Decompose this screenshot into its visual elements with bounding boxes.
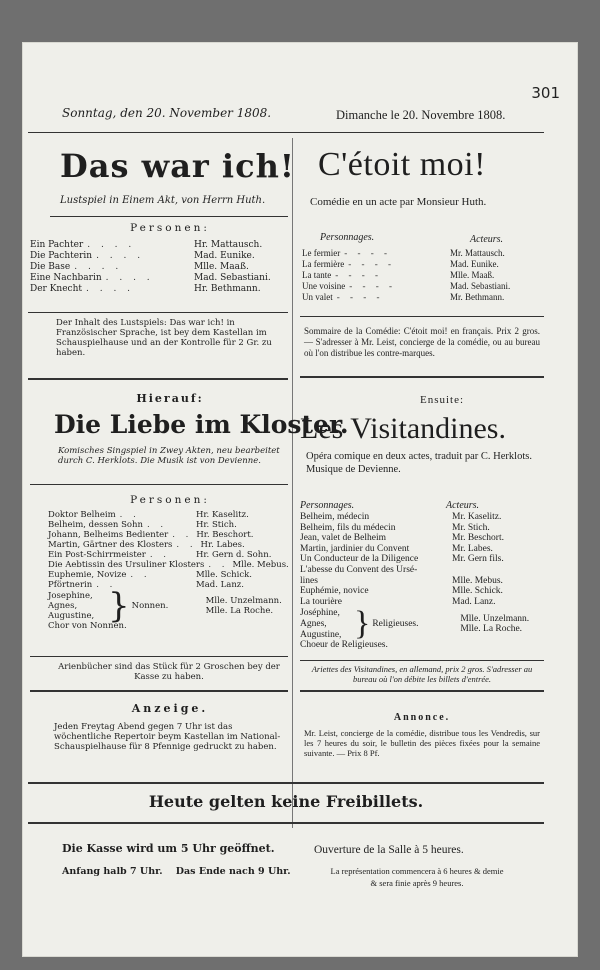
leader-dots: - - - - <box>348 259 395 269</box>
date-french: Dimanche le 20. Novembre 1808. <box>336 108 506 122</box>
role-name: Johann, Belheims Bedienter <box>48 530 169 540</box>
nun-actor: Mlle. La Roche. <box>460 624 523 635</box>
role-name: Belheim, fils du médecin <box>300 522 396 533</box>
actor-name: Mlle. Maaß. <box>194 262 249 272</box>
fin-french: & sera finie après 9 heures. <box>370 878 464 888</box>
personnages-heading-2: Personnages. <box>300 500 355 511</box>
anzeige-text-german: Jeden Freytag Abend gegen 7 Uhr ist das wöchentliche Repertoir beym Kastellan im National-Schauspielhause für 8 Pfennige gedruckt zu haben. <box>54 722 281 752</box>
cast-row <box>302 248 538 259</box>
leader-dots: . . . . <box>87 240 136 250</box>
personnages-heading: Personnages. <box>320 232 375 243</box>
role-name: La tante <box>302 270 332 280</box>
nun-role: Joséphine, <box>300 608 340 619</box>
role-name: Doktor Belheim <box>48 510 116 520</box>
actor-name: Mlle. Schick. <box>196 570 252 580</box>
rule <box>28 782 544 784</box>
role-name: Une voisine <box>302 281 346 291</box>
role-name: Martin, jardinier du Convent <box>300 543 410 554</box>
leader-dots: . . <box>96 580 117 590</box>
nun-role: Augustine, <box>300 629 342 640</box>
page-number: 301 <box>531 84 560 102</box>
role-name: Belheim, médecin <box>300 512 370 522</box>
role-name: Belheim, dessen Sohn <box>48 520 143 530</box>
representation-french: La représentation commencera à 6 heures & demie <box>330 866 504 876</box>
nun-actor: Mlle. La Roche. <box>205 606 274 616</box>
cast-row <box>48 550 284 560</box>
leader-dots: . . <box>208 560 229 570</box>
leader-dots: . . <box>176 540 197 550</box>
kasse-german: Die Kasse wird um 5 Uhr geöffnet. <box>62 842 275 855</box>
hierauf-heading: Hierauf: <box>136 392 204 405</box>
cast-row <box>302 281 538 292</box>
cast-row <box>48 560 289 570</box>
role-name: Pförtnerin <box>48 580 93 590</box>
role-name: Jean, valet de Belheim <box>300 533 386 544</box>
rule <box>50 216 288 217</box>
role-name: lines <box>300 575 318 586</box>
cast-row <box>300 554 540 565</box>
cast-row <box>300 512 540 523</box>
role-name: Die Aebtissin des Ursuliner Klosters <box>48 560 205 570</box>
nun-role: Augustine, <box>48 611 95 621</box>
play2-cast-german: Doktor Belheim . . Hr. Kaselitz. Belheim, dessen Sohn . . Hr. Stich. Johann, Belheims Bedienter . . Hr. Beschort. Martin, Gärtner des Klosters . . Hr. Labes. Ein Post-Schirrmeister . . Hr. Gern d. Sohn. Die Aebtissin des Ursuliner Klosters . . Mlle. Mebus. Euphemie, Novize . . Mlle. Schick. Pförtnerin . . Mad. Lanz. Josephine, Agnes, Augustine, } Nonnen. Mlle. Unzelmann. Mlle. La Roche. Chor von Nonnen. <box>48 510 284 631</box>
actor-name: Mr. Beschort. <box>452 533 504 544</box>
play2-notice-german: Arienbücher sind das Stück für 2 Groschen bey der Kasse zu haben. <box>58 662 280 682</box>
role-name: La tourière <box>300 596 342 607</box>
role-name: La fermière <box>302 259 345 269</box>
anfang-german: Anfang halb 7 Uhr. Das Ende nach 9 Uhr. <box>62 866 291 877</box>
cast-row <box>48 580 284 590</box>
nun-actor: Mlle. Unzelmann. <box>205 596 282 606</box>
cast-row <box>48 570 284 580</box>
actor-name: Mad. Lanz. <box>196 580 244 590</box>
rule <box>300 660 544 661</box>
actor-name: Mr. Stich. <box>452 522 490 533</box>
actor-name: Mlle. Mebus. <box>452 575 503 586</box>
play2-cast-french: Belheim, médecin Mr. Kaselitz. Belheim, fils du médecin Mr. Stich. Jean, valet de Belheim Mr. Beschort. Martin, jardinier du Convent Mr. Labes. Un Conducteur de la Diligence Mr. Gern fils. L'abesse du Convent des Ursé- lines Mlle. Mebus. Euphémie, novice Mlle. Schick. La tourière Mad. Lanz. Joséphine, Agnes, Augustine, } Religieuses. Mlle. Unzelmann. Mlle. La Roche. Choeur de Religieuses. <box>300 512 540 651</box>
nun-role: Josephine, <box>48 591 93 601</box>
cast-row <box>302 292 538 303</box>
rule <box>300 376 544 378</box>
role-name: Der Knecht <box>30 284 83 294</box>
leader-dots: . . <box>130 570 151 580</box>
actor-name: Mr. Gern fils. <box>452 554 504 565</box>
rule <box>28 822 544 824</box>
cast-row <box>300 544 540 555</box>
cast-row <box>48 520 284 530</box>
chor-french: Choeur de Religieuses. <box>300 640 388 651</box>
actor-name: Mr. Bethmann. <box>450 292 505 302</box>
date-german: Sonntag, den 20. November 1808. <box>62 106 272 120</box>
cast-row <box>302 270 538 281</box>
nun-actor: Mlle. Unzelmann. <box>460 613 530 624</box>
play2-title-german: Die Liebe im Kloster. <box>54 410 349 439</box>
play1-cast-french <box>302 248 538 303</box>
actor-name: Mad. Eunike. <box>450 259 499 269</box>
cast-row <box>30 273 282 284</box>
anzeige-text-french: Mr. Leist, concierge de la comédie, distribue tous les Vendredis, sur les 7 heures du soir, le bulletin des pièces fixées pour la semaine suivante. — Prix 8 Pf. <box>304 728 540 758</box>
nuns-label-french: Religieuses. <box>372 618 419 629</box>
role-name: Le fermier <box>302 248 341 258</box>
leader-dots <box>396 523 452 534</box>
play1-title-french: C'étoit moi! <box>318 146 486 183</box>
leader-dots <box>386 533 452 544</box>
rule <box>30 484 288 485</box>
cast-row <box>300 523 540 534</box>
nun-role: Agnes, <box>300 618 327 629</box>
actor-name: Mlle. Schick. <box>452 586 503 597</box>
actor-name: Hr. Beschort. <box>196 530 254 540</box>
leader-dots: . . <box>146 520 168 530</box>
play2-title-french: Les Visitandines. <box>300 412 506 445</box>
actor-name: Hr. Mattausch. <box>194 240 263 250</box>
actor-name: Mad. Sebastiani. <box>450 281 511 291</box>
play1-subtitle-french: Comédie en un acte par Monsieur Huth. <box>310 196 487 208</box>
actor-name: Hr. Labes. <box>200 540 245 550</box>
cast-row <box>30 240 282 251</box>
actor-name: Mad. Eunike. <box>194 251 255 261</box>
ensuite-heading: Ensuite: <box>420 394 465 406</box>
leader-dots: . . . . <box>74 262 123 272</box>
acteurs-heading-2: Acteurs. <box>446 500 480 511</box>
leader-dots: . . . . <box>96 251 145 261</box>
cast-row <box>300 586 540 597</box>
anzeige-heading: Anzeige. <box>131 702 209 715</box>
actor-name: Mr. Labes. <box>452 543 493 554</box>
play2-subtitle-french: Opéra comique en deux actes, traduit par C. Herklots. Musique de Devienne. <box>306 451 532 475</box>
actor-name: Mad. Sebastiani. <box>194 273 271 283</box>
leader-dots: . . . . <box>86 284 135 294</box>
personen-heading-2: Personen: <box>130 494 210 506</box>
play2-subtitle-german: Komisches Singspiel in Zwey Akten, neu bearbeitet durch C. Herklots. Die Musik ist von Devienne. <box>58 446 280 466</box>
cast-row <box>300 576 540 587</box>
actor-name: Mlle. Mebus. <box>232 560 289 570</box>
play1-cast-german <box>30 240 282 295</box>
leader-dots <box>369 586 452 597</box>
cast-row <box>30 284 282 295</box>
cast-row <box>302 259 538 270</box>
play1-notice-german: Der Inhalt des Lustspiels: Das war ich! in Französischer Sprache, ist bey dem Kastellan im Schauspielhause und an der Kontrolle für 2 Gr. zu haben. <box>56 318 272 358</box>
top-rule <box>28 132 544 133</box>
cast-row <box>300 565 540 576</box>
role-name: Ein Pachter <box>30 240 84 250</box>
acteurs-heading: Acteurs. <box>470 234 504 245</box>
cast-row <box>48 530 284 540</box>
actor-name <box>452 565 540 576</box>
leader-dots: - - - - <box>336 292 384 302</box>
actor-name: Mlle. Maaß. <box>450 270 495 280</box>
play2-notice-french: Ariettes des Visitandines, en allemand, prix 2 gros. S'adresser au bureau où l'on débite les billets d'entrée. <box>311 664 533 684</box>
rule <box>300 316 544 317</box>
nuns-label-german: Nonnen. <box>131 601 169 611</box>
leader-dots <box>369 512 452 523</box>
chor-german: Chor von Nonnen. <box>48 621 127 631</box>
role-name: Euphemie, Novize <box>48 570 127 580</box>
cast-row <box>30 262 282 273</box>
cast-row <box>300 597 540 608</box>
annonce-heading: Annonce. <box>393 712 451 723</box>
role-name: Die Pachterin <box>30 251 93 261</box>
freibillets-notice: Heute gelten keine Freibillets. <box>148 792 424 811</box>
leader-dots <box>409 544 452 555</box>
role-name: L'abesse du Convent des Ursé- <box>300 564 418 575</box>
center-divider <box>292 138 293 828</box>
play1-title-german: Das war ich! <box>60 147 295 185</box>
leader-dots: - - - - <box>344 248 391 258</box>
leader-dots: . . <box>149 550 170 560</box>
ouverture-french: Ouverture de la Salle à 5 heures. <box>314 844 464 856</box>
cast-row <box>48 540 284 550</box>
leader-dots: - - - - <box>335 270 382 280</box>
actor-name: Mad. Lanz. <box>452 596 496 607</box>
role-name: Die Base <box>30 262 71 272</box>
leader-dots: . . . . <box>105 273 154 283</box>
cast-row <box>30 251 282 262</box>
role-name: Martin, Gärtner des Klosters <box>48 540 173 550</box>
actor-name: Hr. Stich. <box>196 520 237 530</box>
nun-role: Agnes, <box>48 601 78 611</box>
role-name: Un valet <box>302 292 333 302</box>
play1-notice-french: Sommaire de la Comédie: C'étoit moi! en français. Prix 2 gros. — S'adresser à Mr. Leist, concierge de la comédie, ou au bureau où l'on distribue les contre-marques. <box>304 326 540 358</box>
rule <box>28 312 288 313</box>
role-name: Eine Nachbarin <box>30 273 102 283</box>
role-name: Ein Post-Schirrmeister <box>48 550 146 560</box>
leader-dots <box>318 576 452 587</box>
role-name: Un Conducteur de la Diligence <box>300 554 419 565</box>
personen-heading: Personen: <box>130 222 210 234</box>
leader-dots <box>418 554 452 565</box>
leader-dots: - - - - <box>349 281 396 291</box>
role-name: Euphémie, novice <box>300 586 369 597</box>
rule <box>30 656 288 657</box>
actor-name: Mr. Kaselitz. <box>452 512 502 522</box>
cast-row <box>48 510 284 520</box>
rule <box>30 690 288 692</box>
play1-subtitle-german: Lustspiel in Einem Akt, von Herrn Huth. <box>60 195 266 206</box>
leader-dots: . . <box>172 530 193 540</box>
cast-row <box>300 533 540 544</box>
rule <box>300 690 544 692</box>
actor-name: Hr. Gern d. Sohn. <box>196 550 272 560</box>
rule <box>28 378 288 380</box>
actor-name: Hr. Bethmann. <box>194 284 261 294</box>
actor-name: Mr. Mattausch. <box>450 248 505 258</box>
actor-name: Hr. Kaselitz. <box>196 510 249 520</box>
leader-dots <box>417 565 452 576</box>
leader-dots: . . <box>119 510 140 520</box>
